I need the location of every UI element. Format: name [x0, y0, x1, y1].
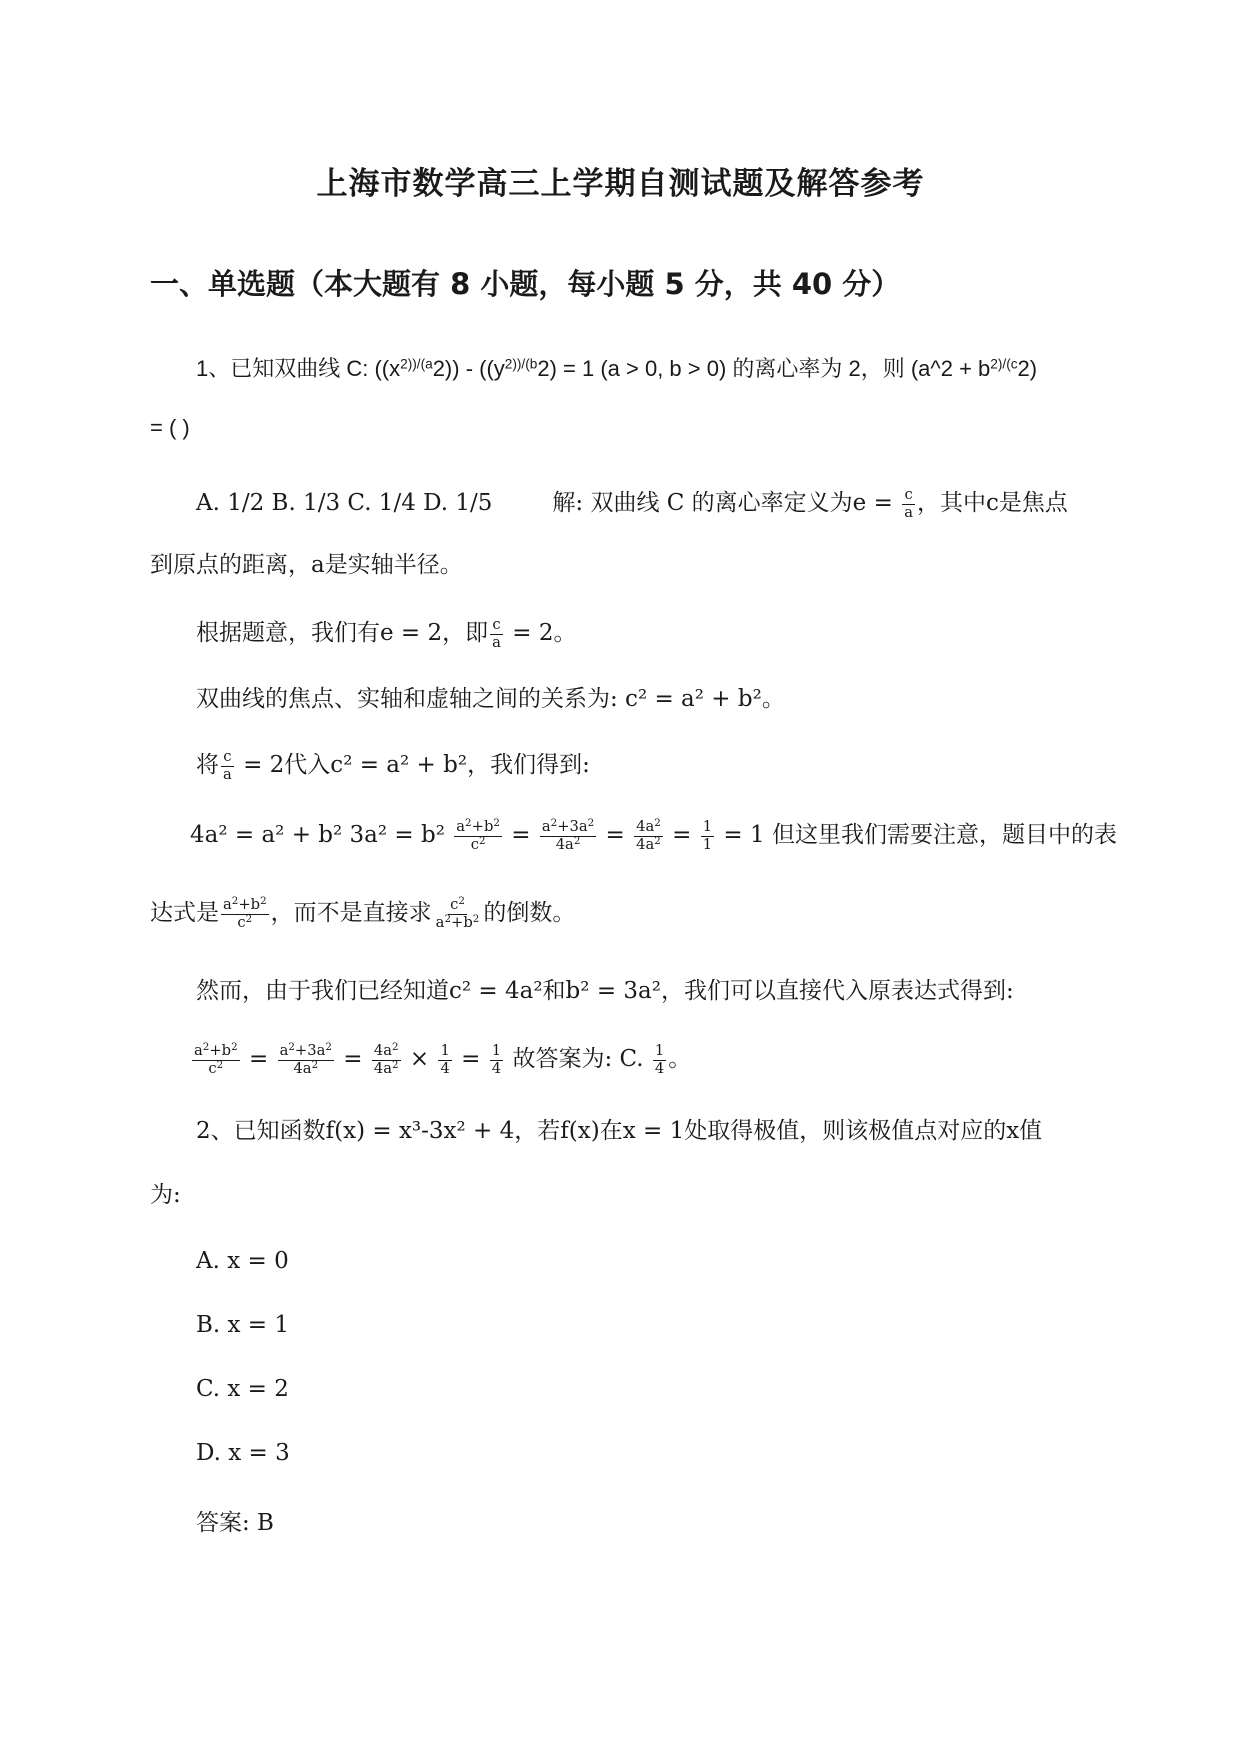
q2-answer: 答案: B	[196, 1510, 274, 1536]
q1-relation: 双曲线的焦点、实轴和虚轴之间的关系为: c² = a² + b²。	[196, 686, 785, 712]
q1-options: A. 1/2 B. 1/3 C. 1/4 D. 1/5 解: 双曲线 C 的离心率定义为e = $\frac{c}{a}$ ，其中c是焦点	[196, 485, 1068, 521]
q2-option-b: B. x = 1	[196, 1312, 290, 1338]
q1-solution-line2: 到原点的距离，a是实轴半径。	[150, 552, 463, 578]
q1-given: 根据题意，我们有e = 2，即 $\frac{c}{a}$ = 2。	[196, 615, 577, 651]
page-title: 上海市数学高三上学期自测试题及解答参考	[316, 166, 925, 202]
q2-option-a: A. x = 0	[196, 1248, 289, 1274]
q1-however: 然而，由于我们已经知道c² = 4a²和b² = 3a²，我们可以直接代入原表达式得到:	[196, 978, 1014, 1004]
section-heading: 一、单选题（本大题有 8 小题，每小题 5 分，共 40 分）	[150, 267, 901, 301]
q2-option-c: C. x = 2	[196, 1376, 289, 1402]
q2-option-d: D. x = 3	[196, 1440, 290, 1466]
q1-expression-note: 达式是 $\frac{a^2+b^2}{c^2}$ ，而不是直接求 $\frac{c^2}{a^2+b^2}$ 的倒数。	[150, 894, 576, 931]
q1-answer: $\frac{a^2+b^2}{c^2}$ = $\frac{a^2+3a^2}{4a^2}$ = $\frac{4a^2}{4a^2}$ × $\frac{1}{4}$ = $\frac{1}{4}$ 故答案为: C. $\frac{1}{4}$ 。	[194, 1040, 692, 1077]
q1-substitute: 将 $\frac{c}{a}$ = 2代入c² = a² + b²，我们得到:	[196, 747, 590, 783]
q2-stem: 2、已知函数f(x) = x³-3x² + 4，若f(x)在x = 1处取得极值，则该极值点对应的x值	[196, 1118, 1043, 1144]
q2-stem-line2: 为:	[150, 1182, 181, 1208]
q1-stem: 1、已知双曲线 C: $((x^{2))/(a}2)) - ((y^{2))/(b}2) = 1$ (a > 0, b > 0) 的离心率为 2，则 (a^2 + $b^{2)/(c}2$)	[196, 356, 1038, 381]
q1-chain: 4a² = a² + b² 3a² = b² $\frac{a^2+b^2}{c^2}$ = $\frac{a^2+3a^2}{4a^2}$ = $\frac{4a^2}{4a^2}$ = $\frac{1}{1}$ = 1 但这里我们需要注意，题目中的表	[190, 816, 1117, 853]
q1-stem-line2: = ( )	[150, 415, 190, 440]
